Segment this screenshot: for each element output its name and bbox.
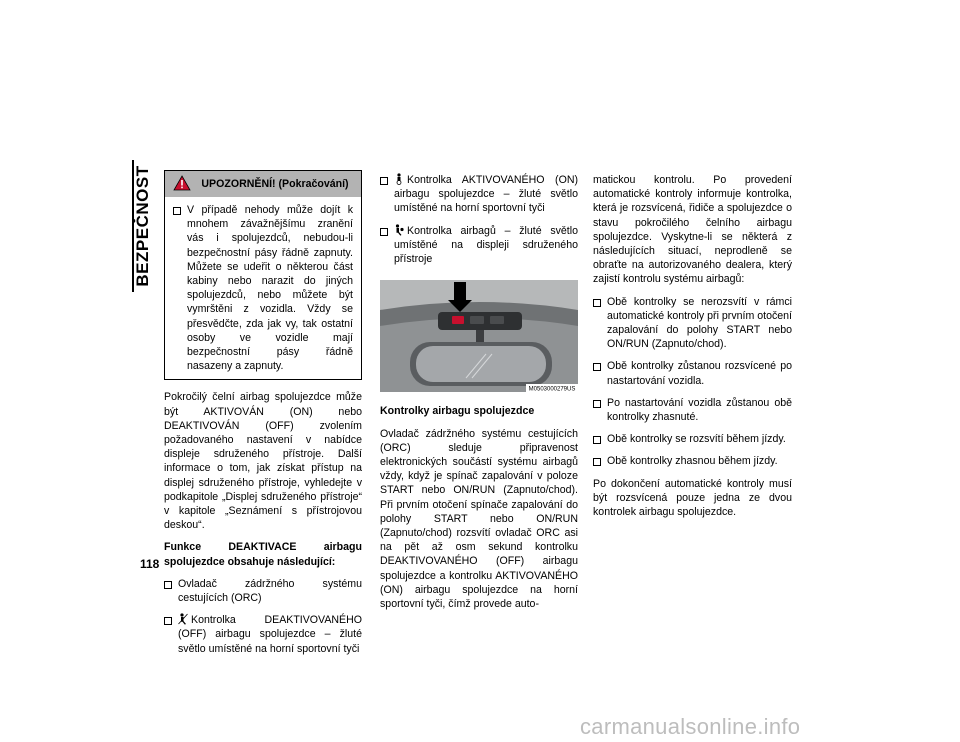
list-item [164,613,362,656]
paragraph: Po dokončení automatické kontroly musí být rozsvícená pouze jedna ze dvou kontrolek airbagu spolujezdce. [593,477,792,519]
column-2 [380,173,578,619]
airbag-off-icon [178,613,188,625]
list-item-text: Kontrolka airbagů – žluté světlo umístěné na displeji sdruženého přístroje [394,224,578,266]
list-item [380,224,578,267]
warning-box [164,170,362,380]
checkbox-bullet-icon [380,228,388,236]
warning-title: UPOZORNĚNÍ! (Pokračování) [201,178,349,190]
checkbox-bullet-icon [173,207,181,215]
warning-header [165,171,361,197]
list-item [164,577,362,605]
list-item [173,203,353,373]
list-item-text: Obě kontrolky se nerozsvítí v rámci automatické kontroly při prvním otočení zapalování do polohy START nebo ON/RUN (Zapnuto/chod). [607,295,792,351]
checkbox-bullet-icon [164,581,172,589]
airbag-on-icon [394,173,404,185]
list-item-text: Obě kontrolky zhasnou během jízdy. [607,455,778,468]
checkbox-bullet-icon [593,458,601,466]
list-item-text: Kontrolka DEAKTIVOVANÉHO (OFF) airbagu spolujezdce – žluté světlo umístěné na horní sportovní tyči [178,614,362,655]
list-item-text: Obě kontrolky zůstanou rozsvícené po nastartování vozidla. [607,360,792,387]
list-item-text: Po nastartování vozidla zůstanou obě kontrolky zhasnuté. [607,396,792,424]
image-code: M0503000279US [528,386,576,393]
column-3 [593,173,792,527]
checkbox-bullet-icon [593,400,601,408]
paragraph: matickou kontrolu. Po provedení automatické kontroly informuje kontrolka, která je rozsvícená, řidiče a spolujezdce o stavu pokročilého čelního airbagu spolujezdce. Vyskytne-li se některá z následujících situací, neprodleně se obraťte na autorizovaného dealera, který zajistí kontrolu systému airbagů: [593,174,792,286]
list-item-text: Kontrolka AKTIVOVANÉHO (ON) airbagu spolujezdce – žluté světlo umístěné na horní sportovní tyči [394,174,578,215]
list-item [593,396,792,424]
list-item [593,454,792,468]
checkbox-bullet-icon [593,363,601,371]
page-number: 118 [140,557,160,571]
list-item [593,359,792,387]
list-item-text: Ovladač zádržného systému cestujících (ORC) [178,577,362,605]
airbag-indicator-photo [380,280,578,392]
image-caption: Kontrolky airbagu spolujezdce [380,405,535,418]
warning-triangle-icon [173,175,191,191]
list-item [593,432,792,446]
section-tab [132,160,154,292]
checkbox-bullet-icon [164,617,172,625]
list-item [380,173,578,216]
checkbox-bullet-icon [380,177,388,185]
paragraph: Pokročilý čelní airbag spolujezdce může být AKTIVOVÁN (ON) nebo DEAKTIVOVÁN (OFF) zvolením požadovaného nastavení v nabídce displeje sdruženého přístroje. Další informace o tom, jak získat přístup na displej sdruženého přístroje, vyhledejte v podkapitole „Displej sdruženého přístroje“ v kapitole „Seznámení s přístrojovou deskou“. [164,391,362,532]
paragraph: Ovladač zádržného systému cestujících (ORC) sleduje připravenost elektronických součástí systému airbagů vždy, když je spínač zapalování v poloze START nebo ON/RUN (Zapnuto/chod). Při prvním otočení spínače zapalování do polohy START nebo ON/RUN (Zapnuto/chod) rozsvítí ovladač ORC asi na pět až osm sekund kontrolku DEAKTIVOVANÉHO (OFF) airbagu spolujezdce a kontrolku AKTIVOVANÉHO (ON) airbagu spolujezdce na horní sportovní tyči, čímž provede auto- [380,427,578,611]
list-item [593,295,792,352]
column-1 [164,170,362,664]
airbag-warning-icon [394,224,404,236]
section-title: BEZPEČNOST [133,165,152,287]
warning-body [165,197,361,379]
checkbox-bullet-icon [593,436,601,444]
list-item-text: Obě kontrolky se rozsvítí během jízdy. [607,433,786,446]
checkbox-bullet-icon [593,299,601,307]
watermark: carmanualsonline.info [580,714,801,739]
section-heading: Funkce DEAKTIVACE airbagu spolujezdce obsahuje následující: [164,541,362,568]
warning-text: V případě nehody může dojít k mnohem závažnějšímu zranění vás i spolujezdců, nebudou-li bezpečnostní pásy řádně zapnuty. Můžete se udeřit o některou část kabiny nebo narazit do jiných spolujezdců, nebo můžete být vymrštěni z vozidla. Vždy se přesvědčte, zda jak vy, tak ostatní osoby ve vozidle mají bezpečnostní pásy řádně nasazeny a zapnuty. [187,204,353,373]
